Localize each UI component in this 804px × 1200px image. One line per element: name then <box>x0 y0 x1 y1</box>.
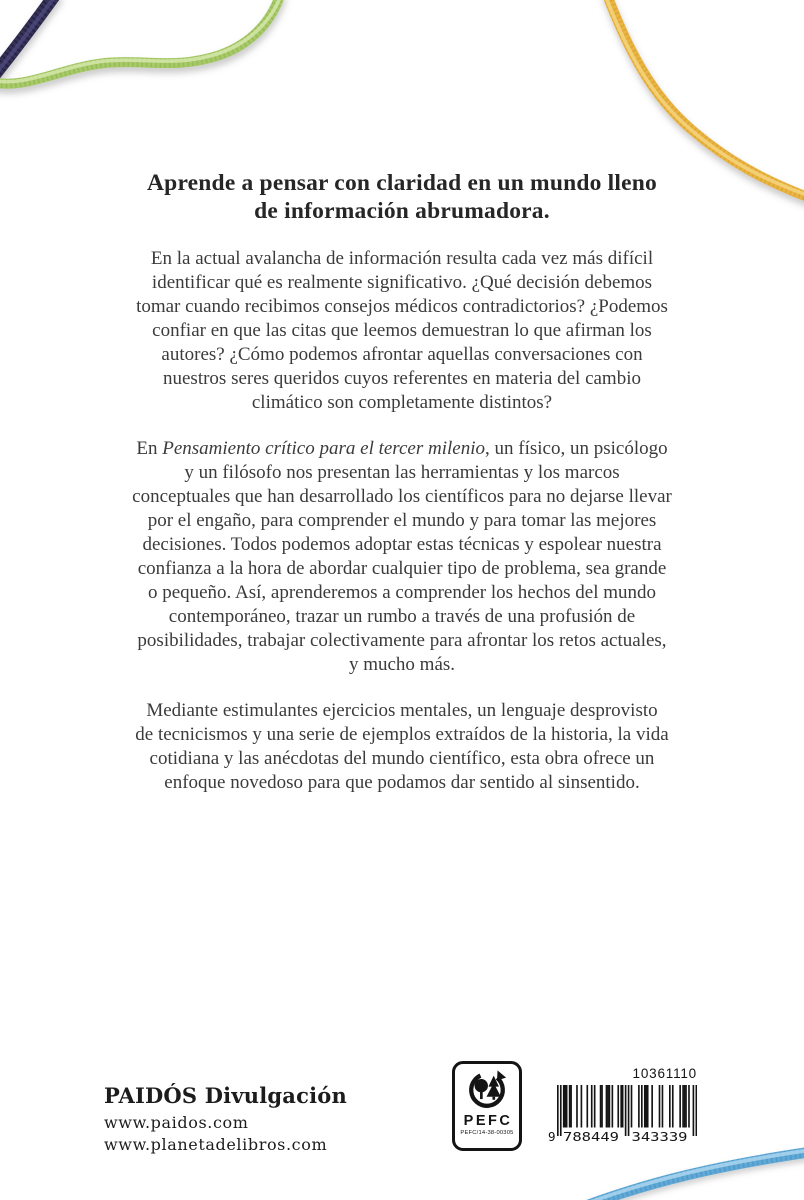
publisher-block <box>104 1084 347 1155</box>
text-line: y un filósofo nos presentan las herramientas y los marcos <box>184 462 620 483</box>
pefc-label: PEFC <box>463 1113 513 1129</box>
text-line: conceptuales que han desarrollado los científicos para no dejarse llevar <box>132 486 672 507</box>
text-line: decisiones. Todos podemos adoptar estas técnicas y espolear nuestra <box>142 534 662 555</box>
product-code: 10361110 <box>632 1066 697 1081</box>
text-line: confianza a la hora de abordar cualquier tipo de problema, sea grande <box>137 558 667 579</box>
publisher-url-paidos: www.paidos.com <box>104 1113 249 1132</box>
text-line: posibilidades, trabajar colectivamente para afrontar los retos actuales, <box>137 630 667 651</box>
text-line: enfoque novedoso para que podamos dar sentido al sinsentido. <box>164 772 640 793</box>
pefc-trees-icon <box>458 1068 516 1112</box>
svg-text:9: 9 <box>547 1129 556 1142</box>
text-line: autores? ¿Cómo podemos afrontar aquellas conversaciones con <box>161 344 643 365</box>
text-line: o pequeño. Así, aprenderemos a comprender los hechos del mundo <box>147 582 657 603</box>
pefc-certification-mark <box>452 1061 522 1151</box>
green-cord <box>0 0 282 84</box>
paragraph-3 <box>70 699 734 795</box>
text-segment: , un físico, un psicólogo <box>485 438 668 459</box>
headline-line: de información abrumadora. <box>254 198 550 224</box>
cover-headline <box>60 169 744 225</box>
text-line: climático son completamente distintos? <box>251 392 553 413</box>
navy-cord <box>0 0 58 78</box>
text-line: por el engaño, para comprender el mundo y para tomar las mejores <box>147 510 657 531</box>
svg-text:343339: 343339 <box>631 1129 688 1142</box>
text-line: En la actual avalancha de información resulta cada vez más difícil <box>150 248 654 269</box>
svg-text:788449: 788449 <box>563 1129 619 1142</box>
paragraph-1 <box>70 247 734 415</box>
text-segment: En <box>136 438 163 459</box>
text-line: y mucho más. <box>348 654 456 675</box>
text-line: tomar cuando recibimos consejos médicos contradictorios? ¿Podemos <box>136 296 668 317</box>
text-line: cotidiana y las anécdotas del mundo científico, esta obra ofrece un <box>149 748 655 769</box>
blue-cord <box>585 1150 804 1200</box>
text-line <box>70 437 734 461</box>
text-line: identificar qué es realmente significativo. ¿Qué decisión debemos <box>151 272 653 293</box>
cover-body-text <box>70 247 734 817</box>
text-line: confiar en que las citas que leemos demuestran lo que afirman los <box>152 320 652 341</box>
book-title: Pensamiento crítico para el tercer milenio <box>162 438 485 459</box>
pefc-cert-code: PEFC/14-38-00305 <box>460 1130 514 1136</box>
barcode-block <box>547 1066 697 1147</box>
text-line: contemporáneo, trazar un rumbo a través de una profusión de <box>168 606 636 627</box>
imprint-logo: PAIDÓS Divulgación <box>104 1083 347 1108</box>
publisher-url-planeta: www.planetadelibros.com <box>104 1134 328 1154</box>
ean13-barcode <box>547 1084 697 1142</box>
paragraph-2 <box>70 437 734 677</box>
text-line: Mediante estimulantes ejercicios mentales, un lenguaje desprovisto <box>146 700 658 721</box>
text-line: de tecnicismos y una serie de ejemplos extraídos de la historia, la vida <box>135 724 669 745</box>
text-line: nuestros seres queridos cuyos referentes en materia del cambio <box>163 368 641 389</box>
headline-line: Aprende a pensar con claridad en un mundo lleno <box>147 170 657 196</box>
ean13-digits <box>548 1129 688 1142</box>
